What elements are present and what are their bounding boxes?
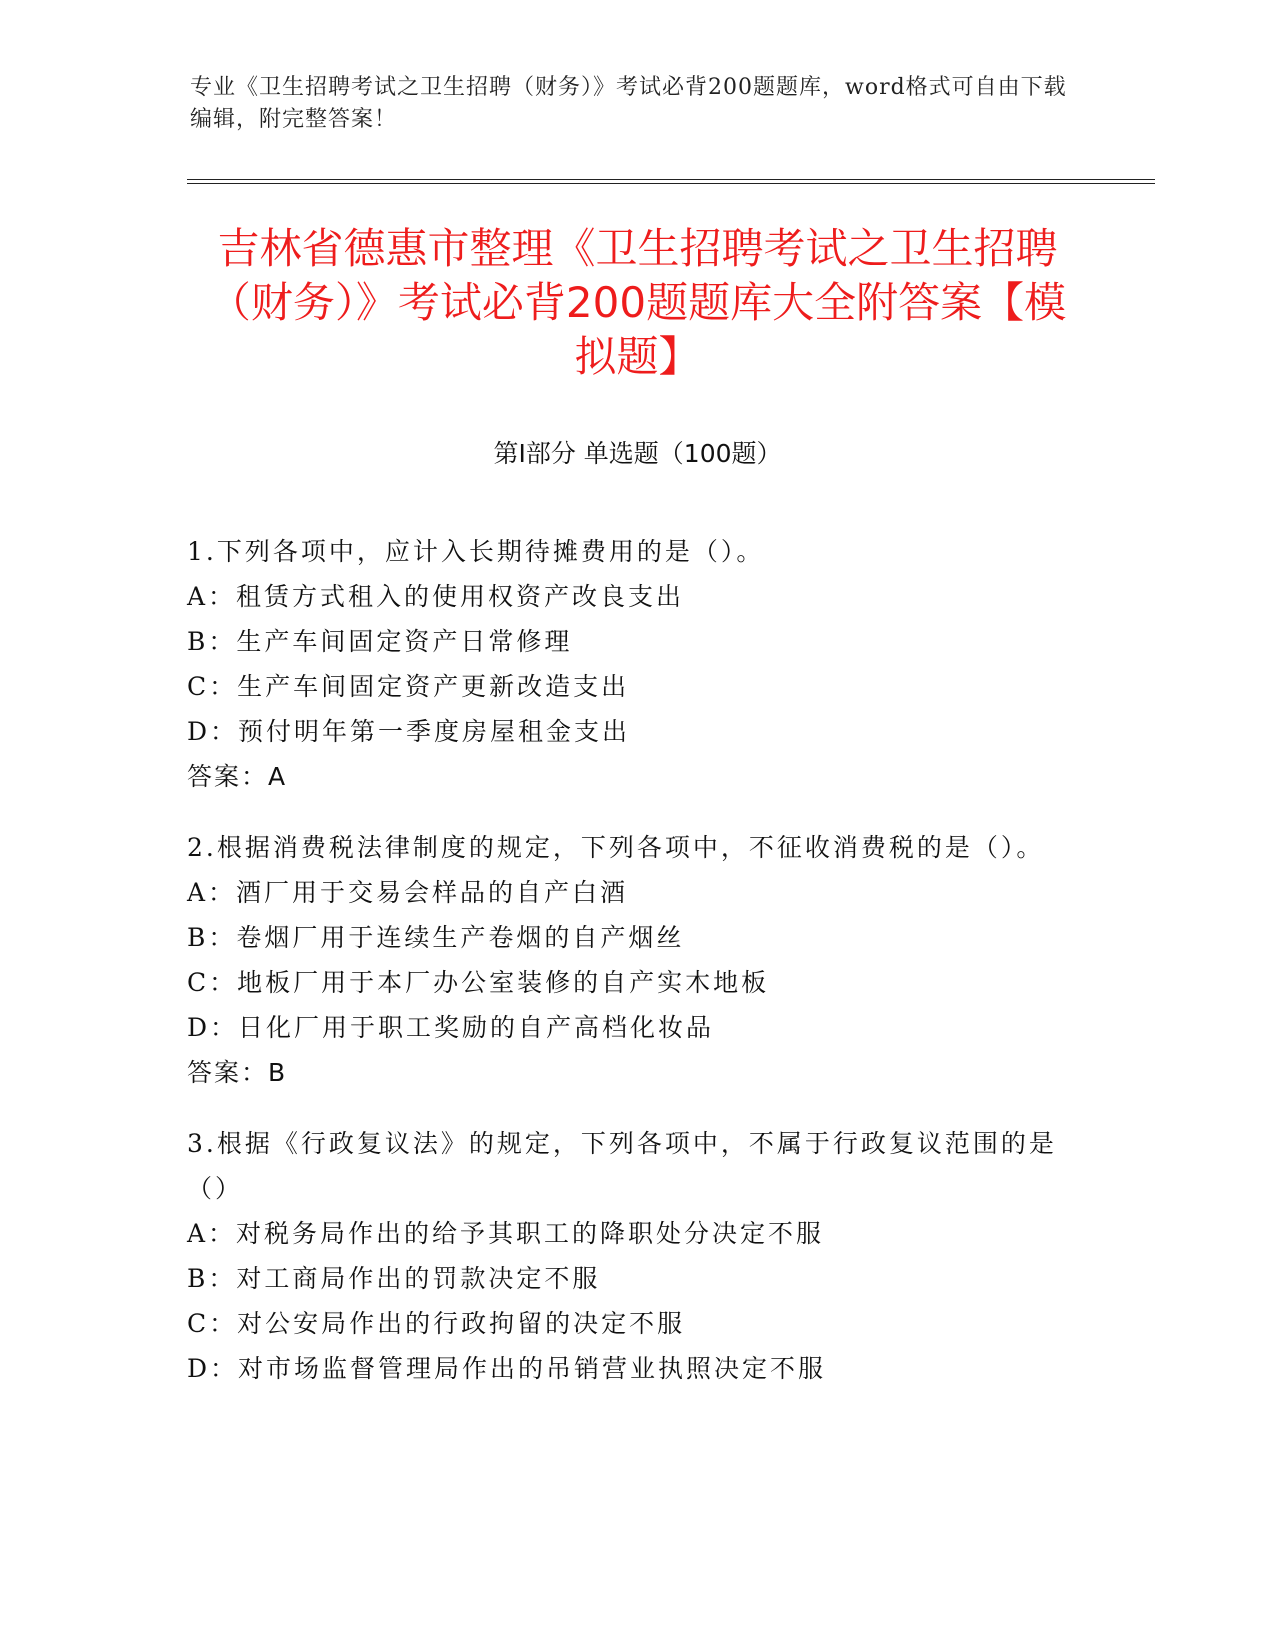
option-b: B：对工商局作出的罚款决定不服 (187, 1264, 601, 1293)
question-2 (187, 825, 1067, 1095)
question-list (187, 529, 1067, 1417)
option-a: A：对税务局作出的给予其职工的降职处分决定不服 (187, 1219, 825, 1248)
option-c: C：地板厂用于本厂办公室装修的自产实木地板 (187, 968, 770, 997)
question-1 (187, 529, 1067, 799)
header-note: 专业《卫生招聘考试之卫生招聘（财务）》考试必背200题题库，word格式可自由下载编辑，附完整答案！ (190, 75, 1067, 132)
option-c: C：对公安局作出的行政拘留的决定不服 (187, 1309, 686, 1338)
header-rule (187, 179, 1155, 180)
question-stem: 3.根据《行政复议法》的规定，下列各项中，不属于行政复议范围的是（） (187, 1129, 1057, 1203)
option-c: C：生产车间固定资产更新改造支出 (187, 672, 630, 701)
header-rule-secondary (187, 183, 1155, 184)
option-b: B：卷烟厂用于连续生产卷烟的自产烟丝 (187, 923, 685, 952)
question-3 (187, 1121, 1067, 1391)
document-title: 吉林省德惠市整理《卫生招聘考试之卫生招聘（财务）》考试必背200题题库大全附答案【模拟题】 (208, 224, 1067, 381)
option-d: D：对市场监督管理局作出的吊销营业执照决定不服 (187, 1354, 827, 1383)
question-stem: 2.根据消费税法律制度的规定，下列各项中，不征收消费税的是（）。 (187, 833, 1045, 862)
question-stem: 1.下列各项中，应计入长期待摊费用的是（）。 (187, 537, 765, 566)
option-a: A：租赁方式租入的使用权资产改良支出 (187, 582, 685, 611)
option-b: B：生产车间固定资产日常修理 (187, 627, 573, 656)
option-a: A：酒厂用于交易会样品的自产白酒 (187, 878, 629, 907)
option-d: D：预付明年第一季度房屋租金支出 (187, 717, 631, 746)
option-d: D：日化厂用于职工奖励的自产高档化妆品 (187, 1013, 715, 1042)
section-title: 第I部分 单选题（100题） (493, 439, 782, 468)
answer: 答案：A (187, 762, 288, 791)
answer: 答案：B (187, 1058, 288, 1087)
